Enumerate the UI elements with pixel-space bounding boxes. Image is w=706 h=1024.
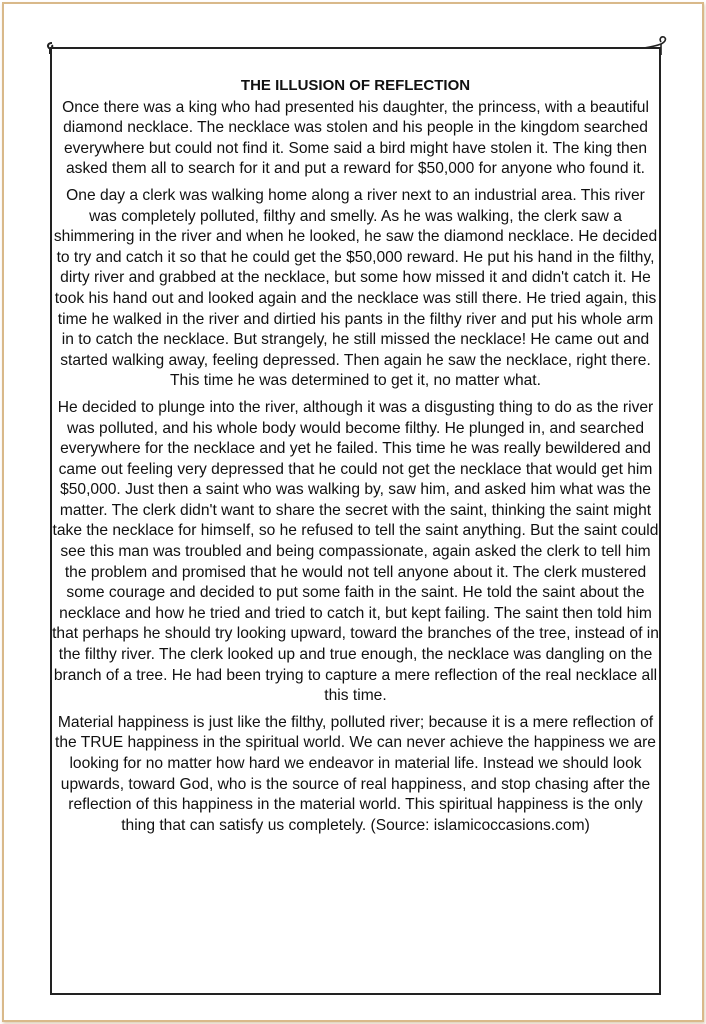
story-text	[52, 76, 659, 842]
scroll-curl-left-icon	[46, 42, 56, 54]
story-paragraph-2: One day a clerk was walking home along a river next to an industrial area. This river was completely polluted, filthy and smelly. As he was walking, the clerk saw a shimmering in the river and when he looked, he saw the diamond necklace. He decided to try and catch it so that he could get the $50,000 reward. He put his hand in the filthy, dirty river and grabbed at the necklace, but some how missed it and didn't catch it. He took his hand out and looked again and the necklace was still there. He tried again, this time he walked in the river and dirtied his pants in the filthy river and put his whole arm in to catch the necklace. But strangely, he still missed the necklace! He came out and started walking away, feeling depressed. Then again he saw the necklace, right there. This time he was determined to get it, no matter what.	[53, 186, 658, 390]
story-title: THE ILLUSION OF REFLECTION	[240, 77, 471, 94]
scroll-curl-right-icon	[642, 34, 670, 56]
story-paragraph-1: Once there was a king who had presented his daughter, the princess, with a beautiful diamond necklace. The necklace was stolen and his people in the kingdom searched everywhere but could not find it. Some said a bird might have stolen it. The king then asked them all to search for it and put a reward for $50,000 for anyone who found it.	[62, 98, 649, 178]
story-paragraph-3: He decided to plunge into the river, although it was a disgusting thing to do as the river was polluted, and his whole body would become filthy. He plunged in, and searched everywhere for the necklace and yet he failed. This time he was really bewildered and came out feeling very depressed that he could not get the necklace that would get him $50,000. Just then a saint who was walking by, saw him, and asked him what was the matter. The clerk didn't want to share the secret with the saint, thinking the saint might take the necklace for himself, so he refused to tell the saint anything. But the saint could see this man was troubled and being compassionate, again asked the clerk to tell him the problem and promised that he would not tell anyone about it. The clerk mustered some courage and decided to put some faith in the saint. He told the saint about the necklace and how he tried and tried to catch it, but kept failing. The saint then told him that perhaps he should try looking upward, toward the branches of the tree, instead of in the filthy river. The clerk looked up and true enough, the necklace was dangling on the branch of a tree. He had been trying to capture a mere reflection of the real necklace all this time.	[52, 398, 659, 705]
story-paragraph-4: Material happiness is just like the filthy, polluted river; because it is a mere reflection of the TRUE happiness in the spiritual world. We can never achieve the happiness we are looking for no matter how hard we endeavor in material life. Instead we should look upwards, toward God, who is the source of real happiness, and stop chasing after the reflection of this happiness in the material world. This spiritual happiness is the only thing that can satisfy us completely. (Source: islamicoccasions.com)	[55, 713, 656, 834]
